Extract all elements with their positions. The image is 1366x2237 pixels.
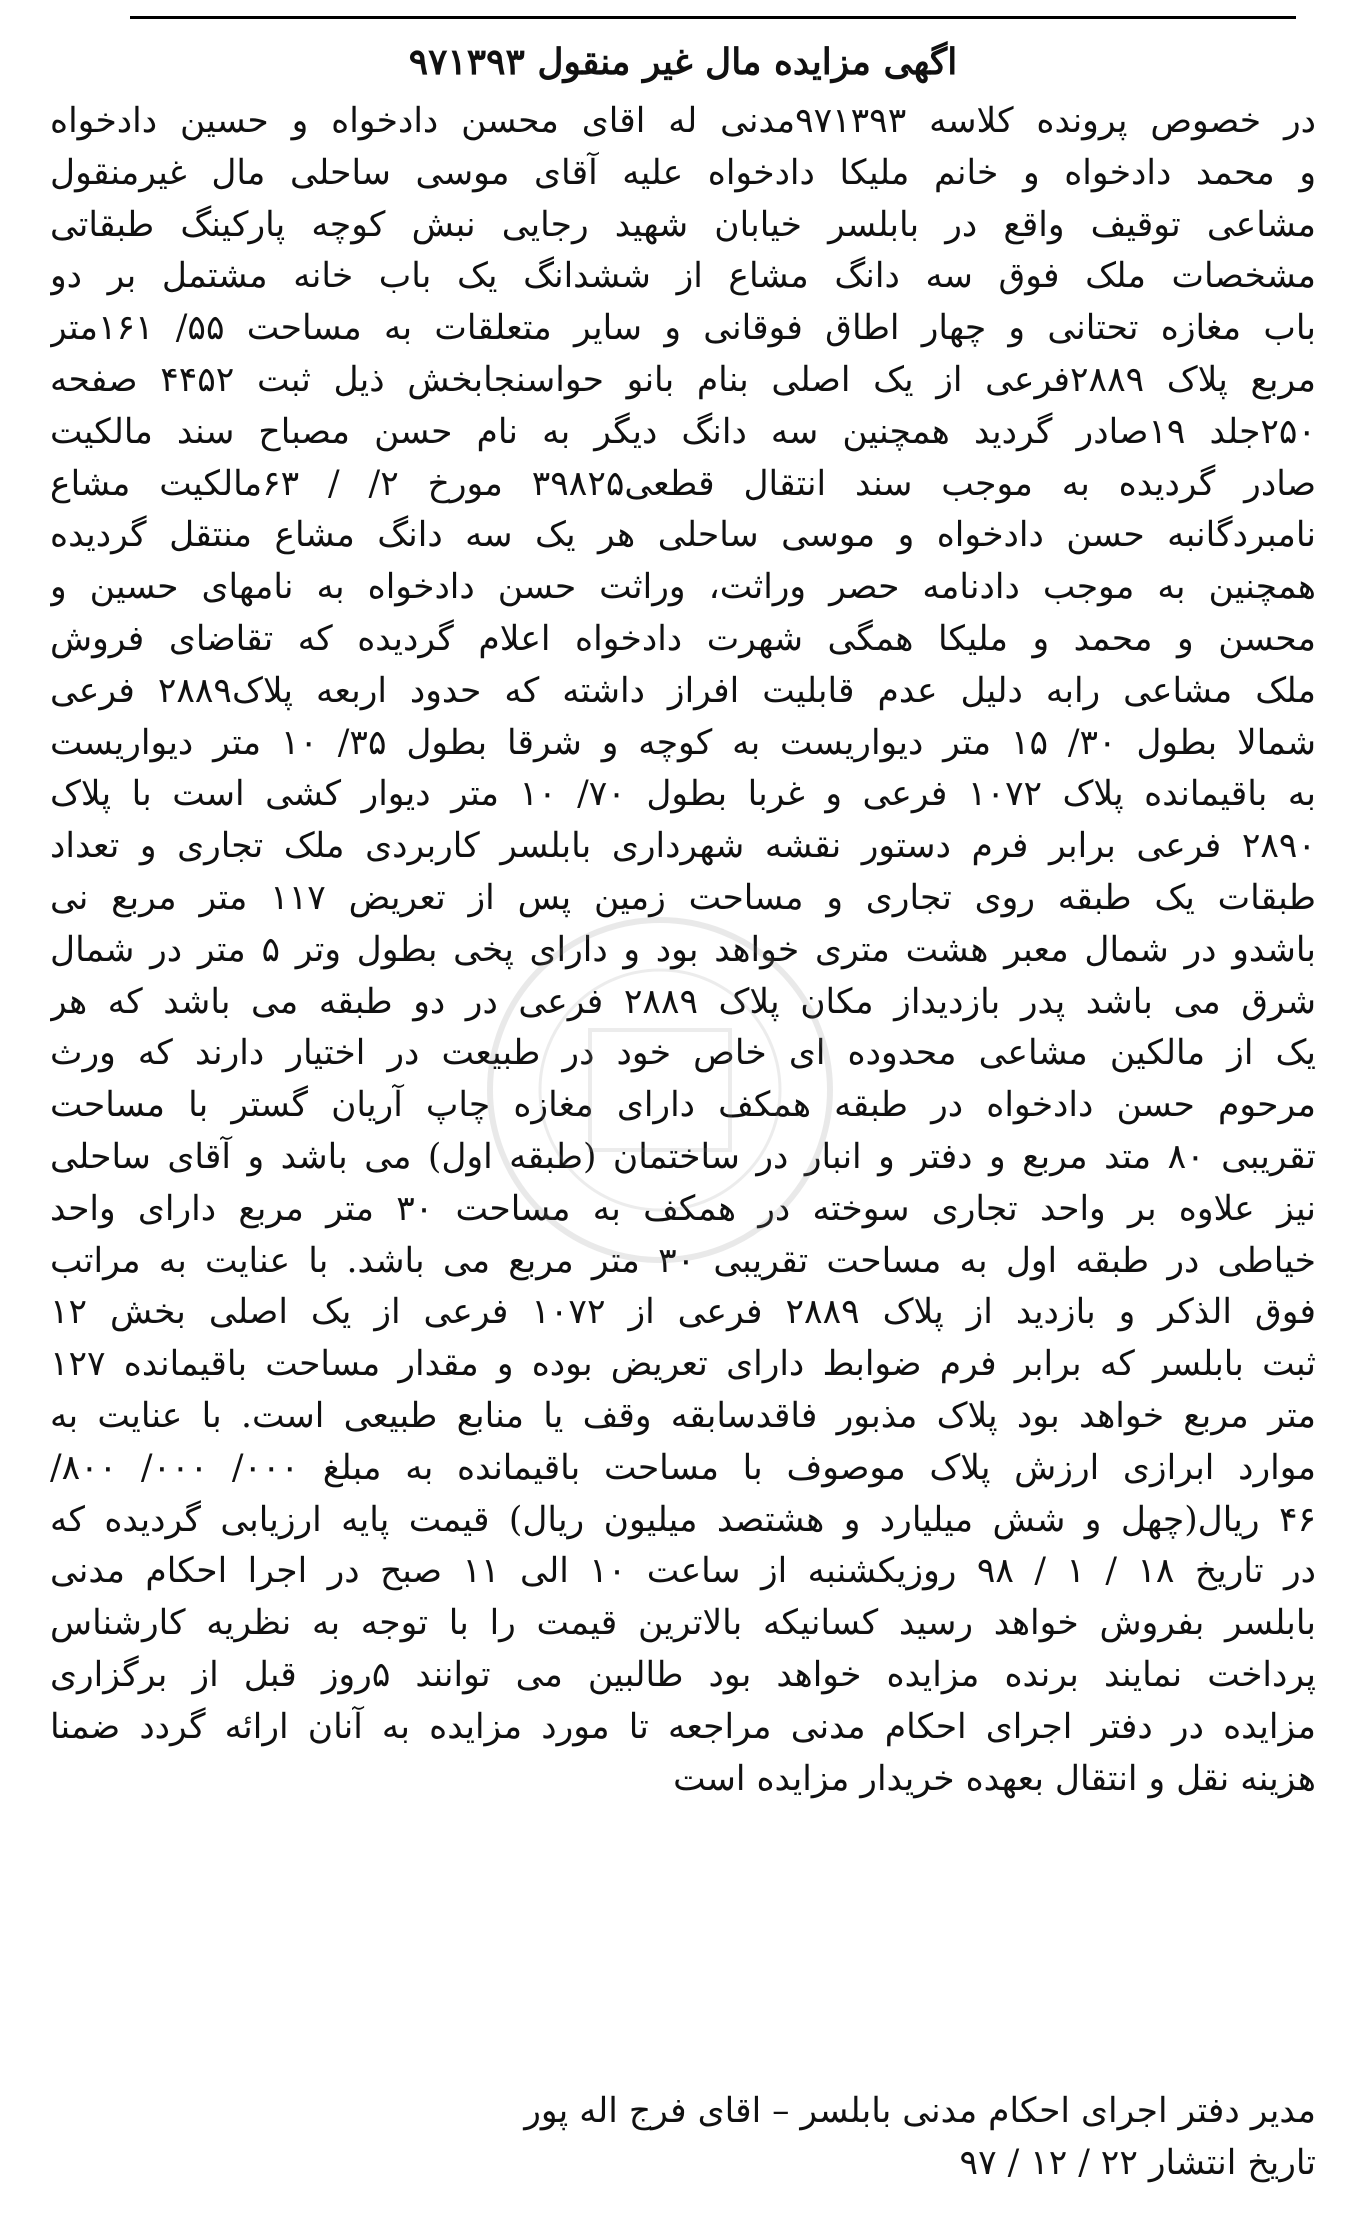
top-divider [130, 16, 1296, 19]
body-line: هزینه نقل و انتقال بعهده خریدار مزایده است [673, 1758, 1316, 1799]
body-line: تقریبی ۸۰ متد مربع و دفتر و انبار در ساختمان (طبقه اول) می باشد و آقای ساحلی [50, 1136, 1316, 1177]
body-line: مشخصات ملک فوق سه دانگ مشاع از ششدانگ یک باب خانه مشتمل بر دو [50, 256, 1316, 297]
body-line: ۲۸۹۰ فرعی برابر فرم دستور نقشه شهرداری بابلسر کاربردی ملک تجاری و تعداد [50, 826, 1316, 867]
body-line: موارد ابرازی ارزش پلاک موصوف با مساحت باقیمانده به مبلغ ۰۰۰/ ۰۰۰/ ۸۰۰/ [50, 1447, 1316, 1488]
body-line: در خصوص پرونده کلاسه ۹۷۱۳۹۳مدنی له اقای محسن دادخواه و حسین دادخواه [50, 101, 1316, 141]
body-line: پرداخت نمایند برنده مزایده خواهد بود طالبین می توانند ۵روز قبل از برگزاری [50, 1654, 1316, 1695]
body-line: خیاطی در طبقه اول به مساحت تقریبی ۳۰ متر مربع می باشد. با عنایت به مراتب [50, 1240, 1316, 1281]
body-line: باشدو در شمال معبر هشت متری خواهد بود و دارای پخی بطول وتر ۵ متر در شمال [50, 929, 1316, 970]
body-line: ۴۶ ریال(چهل و شش میلیارد و هشتصد میلیون ریال) قیمت پایه ارزیابی گردیده که [50, 1499, 1316, 1540]
body-line: بابلسر بفروش خواهد رسید کسانیکه بالاترین قیمت را با توجه به نظریه کارشناس [50, 1603, 1316, 1644]
body-line: طبقات یک طبقه روی تجاری و مساحت زمین پس از تعریض ۱۱۷ متر مربع نی [50, 877, 1316, 918]
body-line: نامبردگانبه حسن دادخواه و موسی ساحلی هر یک سه دانگ مشاع منتقل گردیده [50, 515, 1316, 556]
body-line: صادر گردیده به موجب سند انتقال قطعی۳۹۸۲۵ مورخ ۲/ / ۶۳مالکیت مشاع [50, 463, 1316, 504]
body-line: مربع پلاک ۲۸۸۹فرعی از یک اصلی بنام بانو حواسنجابخش ذیل ثبت ۴۴۵۲ صفحه [50, 359, 1316, 400]
body-line: فوق الذکر و بازدید از پلاک ۲۸۸۹ فرعی از ۱۰۷۲ فرعی از یک اصلی بخش ۱۲ [50, 1292, 1316, 1333]
body-line: نیز علاوه بر واحد تجاری سوخته در همکف به مساحت ۳۰ متر مربع دارای واحد [50, 1188, 1316, 1229]
body-line: مزایده در دفتر اجرای احکام مدنی مراجعه تا مورد مزایده به آنان ارائه گردد ضمنا [50, 1706, 1316, 1747]
body-line: در تاریخ ۱۸ / ۱ / ۹۸ روزیکشنبه از ساعت ۱۰ الی ۱۱ صبح در اجرا احکام مدنی [50, 1551, 1316, 1592]
auction-notice [50, 0, 1316, 2237]
body-line: متر مربع خواهد بود پلاک مذبور فاقدسابقه وقف یا منابع طبیعی است. با عنایت به [50, 1395, 1316, 1436]
notice-title: اگهی مزایده مال غیر منقول ۹۷۱۳۹۳ [408, 41, 958, 83]
body-line: ۲۵۰جلد ۱۹صادر گردید همچنین سه دانگ دیگر به نام حسن مصباح سند مالکیت [50, 411, 1316, 452]
body-line: مشاعی توقیف واقع در بابلسر خیابان شهید رجایی نبش کوچه پارکینگ طبقاتی [50, 204, 1316, 245]
body-line: شرق می باشد پدر بازدیداز مکان پلاک ۲۸۸۹ فرعی در دو طبقه می باشد که هر [50, 981, 1316, 1022]
body-line: به باقیمانده پلاک ۱۰۷۲ فرعی و غربا بطول ۷۰/ ۱۰ متر دیوار کشی است با پلاک [50, 774, 1316, 815]
notice-body [50, 96, 1316, 1805]
body-line: همچنین به موجب دادنامه حصر وراثت، وراثت حسن دادخواه به نامهای حسین و [50, 567, 1316, 608]
body-line: و محمد دادخواه و خانم ملیکا دادخواه علیه آقای موسی ساحلی مال غیرمنقول [50, 152, 1316, 193]
body-line: ثبت بابلسر که برابر فرم ضوابط دارای تعریض بوده و مقدار مساحت باقیمانده ۱۲۷ [50, 1344, 1316, 1385]
body-line: باب مغازه تحتانی و چهار اطاق فوقانی و سایر متعلقات به مساحت ۵۵/ ۱۶۱متر [50, 308, 1316, 349]
body-line: یک از مالکین مشاعی محدوده ای خاص خود در طبیعت در اختیار دارند که ورث [50, 1033, 1316, 1074]
publication-date: تاریخ انتشار ۲۲ / ۱۲ / ۹۷ [959, 2143, 1316, 2183]
body-line: محسن و محمد و ملیکا همگی شهرت دادخواه اعلام گردیده که تقاضای فروش [50, 618, 1316, 659]
body-line: ملک مشاعی رابه دلیل عدم قابلیت افراز داشته که حدود اربعه پلاک۲۸۸۹ فرعی [50, 670, 1316, 711]
signature-line: مدیر دفتر اجرای احکام مدنی بابلسر – اقای فرج اله پور [524, 2091, 1316, 2131]
body-line: شمالا بطول ۳۰/ ۱۵ متر دیواریست به کوچه و شرقا بطول ۳۵/ ۱۰ متر دیواریست [50, 722, 1316, 763]
body-line: مرحوم حسن دادخواه در طبقه همکف دارای مغازه چاپ آریان گستر با مساحت [50, 1085, 1316, 1126]
